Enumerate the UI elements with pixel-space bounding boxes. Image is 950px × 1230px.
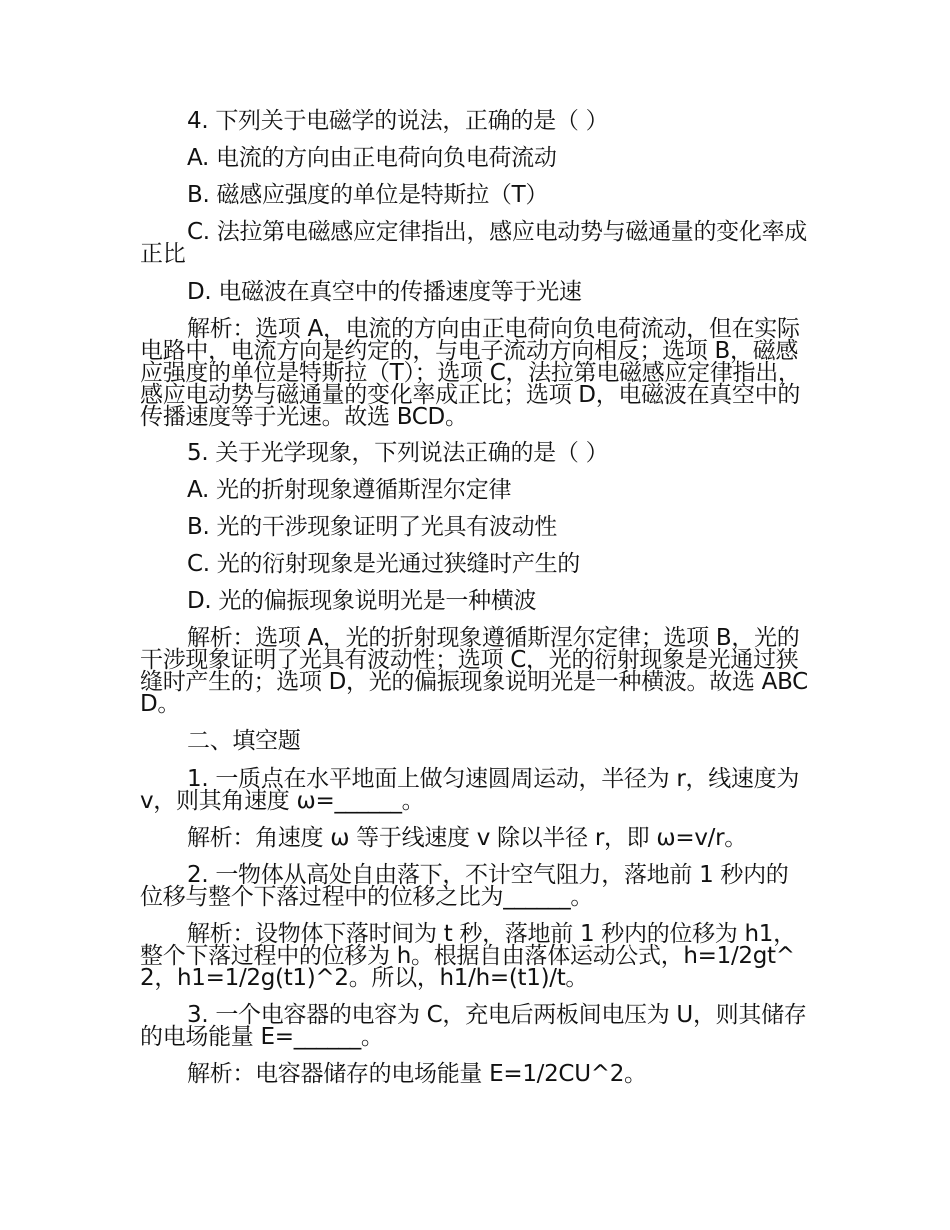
- question-4-option-c: C. 法拉第电磁感应定律指出，感应电动势与磁通量的变化率成正比: [140, 219, 807, 267]
- question-5-stem: 5. 关于光学现象，下列说法正确的是（ ）: [187, 440, 609, 466]
- question-4-option-d: D. 电磁波在真空中的传播速度等于光速: [187, 279, 582, 305]
- question-4-stem: 4. 下列关于电磁学的说法，正确的是（ ）: [187, 108, 609, 134]
- question-5-option-b: B. 光的干涉现象证明了光具有波动性: [187, 514, 558, 540]
- fill-question-1-analysis: 解析：角速度 ω 等于线速度 v 除以半径 r，即 ω=v/r。: [187, 825, 747, 851]
- question-4-analysis: 解析：选项 A，电流的方向由正电荷向负电荷流动，但在实际电路中，电流方向是约定的，与电子流动方向相反；选项 B，磁感应强度的单位是特斯拉（T）；选项 C，法拉第电磁感应定律指出，感应电动势与磁通量的变化率成正比；选项 D，电磁波在真空中的传播速度等于光速。故选 BCD。: [140, 316, 801, 430]
- section-heading: 二、填空题: [187, 728, 301, 754]
- fill-question-3-stem: 3. 一个电容器的电容为 C，充电后两板间电压为 U，则其储存的电场能量 E=______。: [140, 1002, 807, 1050]
- fill-question-3-analysis: 解析：电容器储存的电场能量 E=1/2CU^2。: [187, 1061, 647, 1087]
- question-5-option-c: C. 光的衍射现象是光通过狭缝时产生的: [187, 551, 580, 577]
- fill-question-1-stem: 1. 一质点在水平地面上做匀速圆周运动，半径为 r，线速度为 v，则其角速度 ω=______。: [140, 766, 800, 814]
- fill-question-2-stem: 2. 一物体从高处自由落下，不计空气阻力，落地前 1 秒内的位移与整个下落过程中的位移之比为______。: [140, 862, 789, 910]
- question-5-analysis: 解析：选项 A，光的折射现象遵循斯涅尔定律；选项 B，光的干涉现象证明了光具有波动性；选项 C，光的衍射现象是光通过狭缝时产生的；选项 D，光的偏振现象说明光是一种横波。故选 ABCD。: [140, 625, 808, 717]
- question-4-option-a: A. 电流的方向由正电荷向负电荷流动: [187, 145, 557, 171]
- fill-question-2-analysis: 解析：设物体下落时间为 t 秒，落地前 1 秒内的位移为 h1，整个下落过程中的位移为 h。根据自由落体运动公式，h=1/2gt^2，h1=1/2g(t1)^2。所以，h1/h=(t1)/t。: [140, 921, 796, 991]
- question-4-option-b: B. 磁感应强度的单位是特斯拉（T）: [187, 182, 549, 208]
- question-5-option-a: A. 光的折射现象遵循斯涅尔定律: [187, 477, 512, 503]
- question-5-option-d: D. 光的偏振现象说明光是一种横波: [187, 588, 537, 614]
